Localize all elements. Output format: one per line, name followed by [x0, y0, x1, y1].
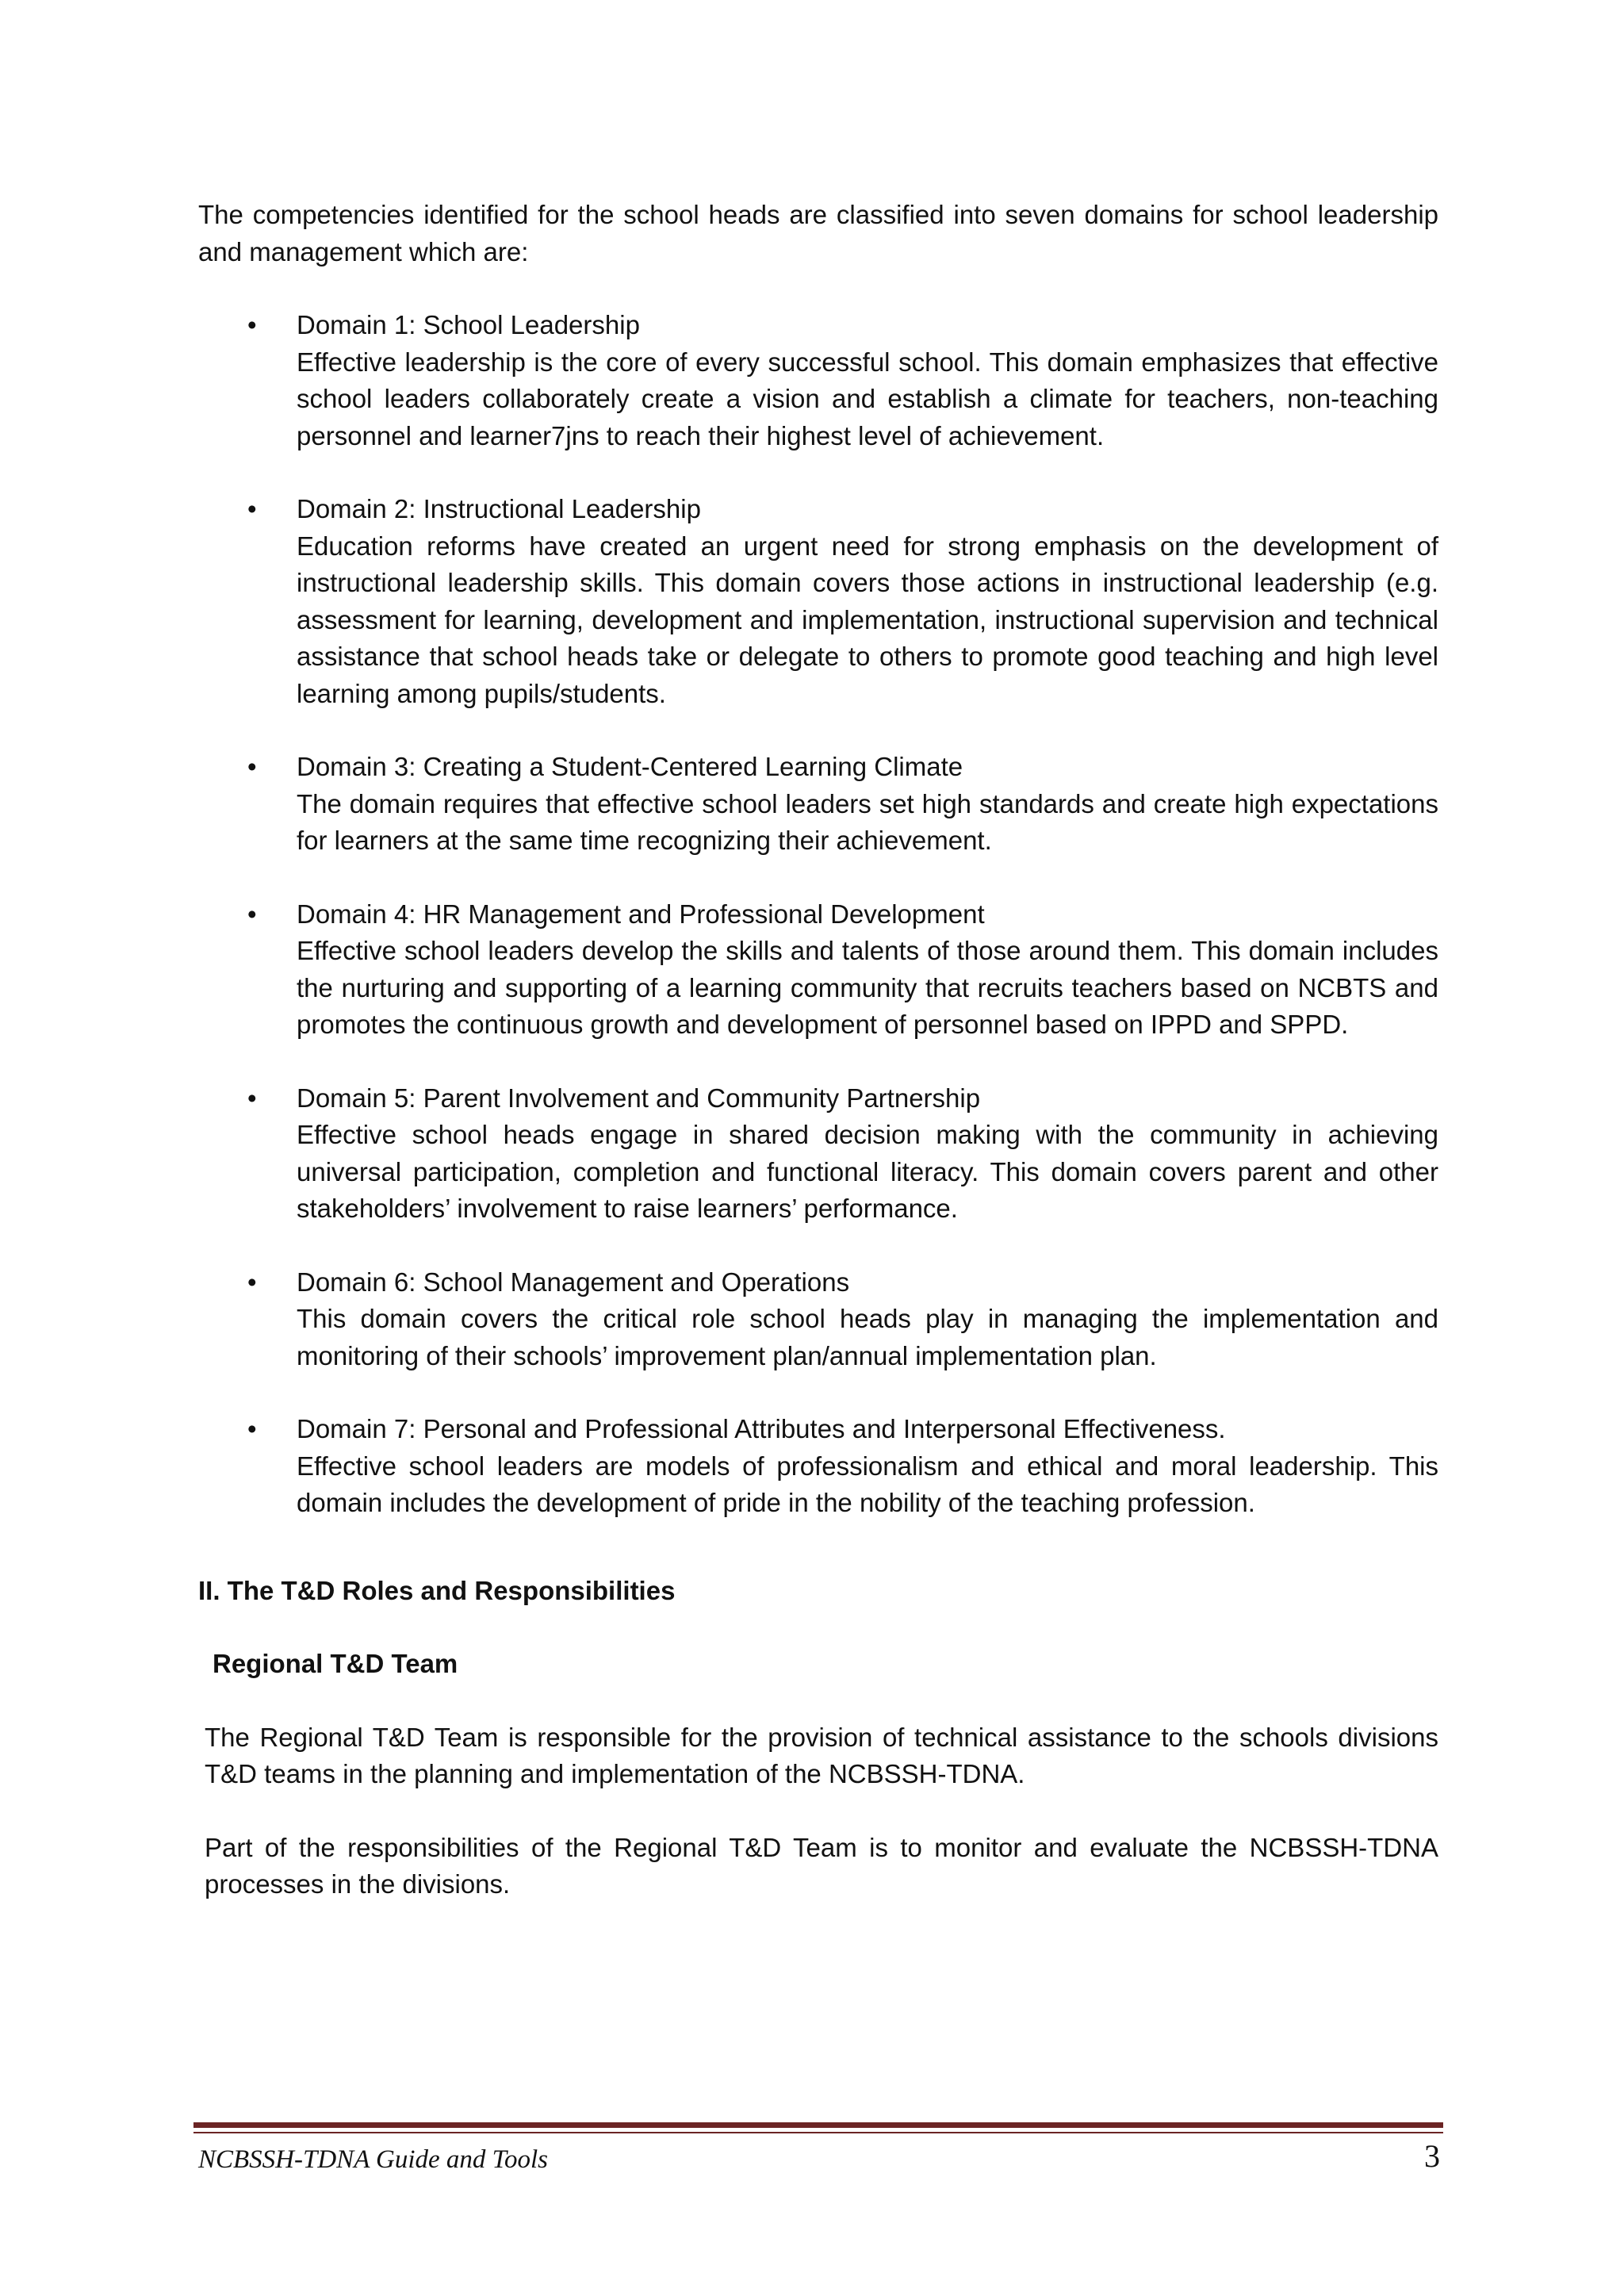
- domain-title: Domain 6: School Management and Operations: [297, 1267, 850, 1297]
- page-number: 3: [1424, 2138, 1440, 2174]
- bullet-icon: •: [247, 494, 257, 523]
- domain-title: Domain 7: Personal and Professional Attributes and Interpersonal Effectiveness.: [297, 1414, 1226, 1443]
- list-item-domain-4: [198, 896, 1438, 1044]
- footer-title: NCBSSH-TDNA Guide and Tools: [198, 2145, 548, 2174]
- body-paragraph-2: Part of the responsibilities of the Regional T&D Team is to monitor and evaluate the NCBSSH-TDNA processes in the divisions.: [205, 1832, 1438, 1899]
- list-item-domain-7: [198, 1411, 1438, 1522]
- domain-description: Effective school leaders develop the skills and talents of those around them. This domain includes the nurturing and supporting of a learning community that recruits teachers based on NCBTS and promotes the continuous growth and development of personnel based on IPPD and SPPD.: [297, 936, 1438, 1039]
- list-item-domain-3: [198, 749, 1438, 860]
- body-paragraph-1: The Regional T&D Team is responsible for the provision of technical assistance to the schools divisions T&D teams in the planning and implementation of the NCBSSH-TDNA.: [205, 1722, 1438, 1788]
- domain-list: [198, 307, 1438, 1522]
- domain-title: Domain 2: Instructional Leadership: [297, 494, 701, 523]
- list-item-domain-5: [198, 1080, 1438, 1228]
- intro-paragraph: The competencies identified for the school heads are classified into seven domains for school leadership and management which are:: [198, 200, 1438, 266]
- domain-title: Domain 4: HR Management and Professional Development: [297, 899, 985, 929]
- domain-description: Effective school leaders are models of professionalism and ethical and moral leadership. This domain includes the development of pride in the nobility of the teaching profession.: [297, 1451, 1438, 1517]
- domain-description: This domain covers the critical role school heads play in managing the implementation and monitoring of their schools’ improvement plan/annual implementation plan.: [297, 1304, 1438, 1370]
- list-item-domain-1: [198, 307, 1438, 454]
- domain-description: The domain requires that effective school leaders set high standards and create high expectations for learners at the same time recognizing their achievement.: [297, 788, 1438, 855]
- bullet-icon: •: [247, 1414, 257, 1443]
- list-item-domain-6: [198, 1264, 1438, 1375]
- section-heading: II. The T&D Roles and Responsibilities: [198, 1575, 676, 1605]
- domain-description: Education reforms have created an urgent need for strong emphasis on the development of instructional leadership skills. This domain covers those actions in instructional leadership (e.g. assessment for learning, development and implementation, instructional supervision and technical assistance that school heads take or delegate to others to promote good teaching and high level learning among pupils/students.: [297, 531, 1438, 708]
- bullet-icon: •: [247, 310, 257, 339]
- domain-title: Domain 1: School Leadership: [297, 310, 640, 339]
- bullet-icon: •: [247, 1267, 257, 1297]
- domain-title: Domain 3: Creating a Student-Centered Learning Climate: [297, 752, 963, 781]
- footer-rule-thin: [193, 2132, 1443, 2133]
- bullet-icon: •: [247, 752, 257, 781]
- list-item-domain-2: [198, 491, 1438, 712]
- page-content: [198, 197, 1438, 1940]
- bullet-icon: •: [247, 1083, 257, 1113]
- footer-rule: [193, 2122, 1443, 2128]
- domain-description: Effective leadership is the core of every successful school. This domain emphasizes that effective school leaders collaborately create a vision and establish a climate for teachers, non-teaching personnel and learner7jns to reach their highest level of achievement.: [297, 347, 1438, 450]
- sub-heading: Regional T&D Team: [213, 1649, 458, 1678]
- domain-title: Domain 5: Parent Involvement and Community Partnership: [297, 1083, 981, 1113]
- bullet-icon: •: [247, 899, 257, 929]
- domain-description: Effective school heads engage in shared decision making with the community in achieving universal participation, completion and functional literacy. This domain covers parent and other stakeholders’ involvement to raise learners’ performance.: [297, 1120, 1438, 1223]
